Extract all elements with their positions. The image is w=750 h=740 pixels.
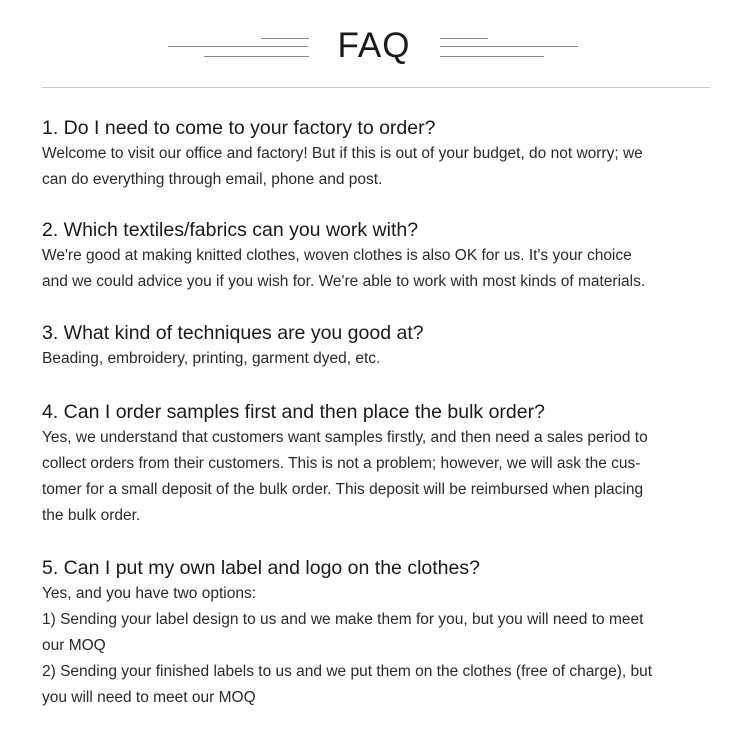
faq-item	[42, 217, 712, 295]
faq-answer-line: 2) Sending your finished labels to us and we put them on the clothes (free of charge), but	[42, 663, 653, 680]
faq-answer-line: Welcome to visit our office and factory! But if this is out of your budget, do not worry; we	[42, 145, 643, 162]
faq-answer-line: collect orders from their customers. This is not a problem; however, we will ask the cus-	[42, 455, 641, 472]
faq-answer-line: Yes, we understand that customers want samples firstly, and then need a sales period to	[42, 429, 648, 446]
faq-question: 4. Can I order samples first and then place the bulk order?	[42, 401, 545, 423]
faq-item	[42, 555, 712, 711]
faq-item	[42, 115, 712, 193]
faq-answer-line: can do everything through email, phone and post.	[42, 171, 383, 188]
faq-question: 2. Which textiles/fabrics can you work with?	[42, 219, 419, 241]
decorative-line	[261, 38, 309, 39]
faq-header	[0, 0, 750, 88]
faq-answer-line: 1) Sending your label design to us and we make them for you, but you will need to meet	[42, 611, 644, 628]
decorative-line	[440, 46, 578, 47]
faq-answer-line: you will need to meet our MOQ	[42, 689, 256, 706]
faq-item	[42, 320, 712, 372]
decorative-line	[440, 38, 488, 39]
decorative-line	[440, 56, 544, 57]
faq-answer-line: Beading, embroidery, printing, garment dyed, etc.	[42, 350, 381, 367]
faq-answer-line: tomer for a small deposit of the bulk order. This deposit will be reimbursed when placing	[42, 481, 644, 498]
faq-question: 1. Do I need to come to your factory to order?	[42, 117, 436, 139]
faq-question: 3. What kind of techniques are you good at?	[42, 322, 424, 344]
faq-answer-line: and we could advice you if you wish for. We're able to work with most kinds of materials.	[42, 273, 646, 290]
faq-question: 5. Can I put my own label and logo on the clothes?	[42, 557, 480, 579]
faq-answer-line: Yes, and you have two options:	[42, 585, 256, 602]
decorative-line	[204, 56, 309, 57]
decorative-line	[168, 46, 308, 47]
faq-item	[42, 399, 712, 529]
faq-answer-line: We're good at making knitted clothes, woven clothes is also OK for us. It's your choice	[42, 247, 632, 264]
header-divider	[42, 87, 710, 88]
page-title: FAQ	[337, 26, 411, 65]
faq-answer-line: our MOQ	[42, 637, 106, 654]
faq-answer-line: the bulk order.	[42, 507, 141, 524]
